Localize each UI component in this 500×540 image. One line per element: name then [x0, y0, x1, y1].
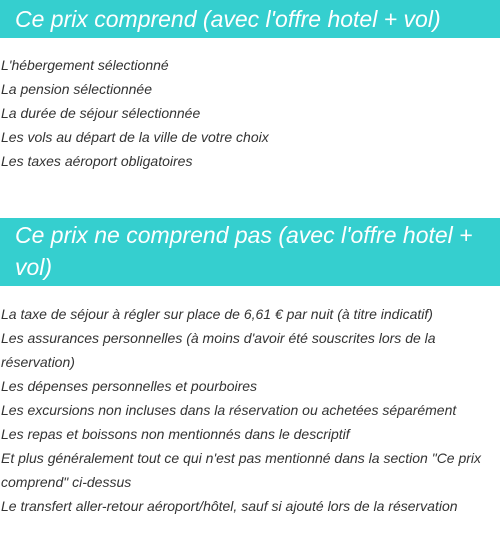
list-item: Les assurances personnelles (à moins d'avoir été souscrites lors de la réservation): [1, 330, 436, 370]
excluded-list: [0, 302, 500, 518]
list-item: La taxe de séjour à régler sur place de 6,61 € par nuit (à titre indicatif): [1, 306, 433, 322]
list-item: Et plus généralement tout ce qui n'est pas mentionné dans la section "Ce prix comprend" ci-dessus: [1, 450, 482, 490]
list-item: Les dépenses personnelles et pourboires: [1, 378, 258, 394]
list-item: Les taxes aéroport obligatoires: [1, 153, 193, 169]
list-item: La durée de séjour sélectionnée: [1, 105, 201, 121]
list-item: Les vols au départ de la ville de votre choix: [1, 129, 269, 145]
list-item: Le transfert aller-retour aéroport/hôtel, sauf si ajouté lors de la réservation: [1, 498, 458, 514]
included-list: [0, 53, 500, 173]
excluded-section: [0, 218, 500, 518]
included-section: [0, 0, 500, 173]
list-item: Les excursions non incluses dans la réservation ou achetées séparément: [1, 402, 457, 418]
list-item: La pension sélectionnée: [1, 81, 153, 97]
excluded-header: Ce prix ne comprend pas (avec l'offre hotel + vol): [0, 218, 500, 286]
list-item: Les repas et boissons non mentionnés dans le descriptif: [1, 426, 350, 442]
included-header: Ce prix comprend (avec l'offre hotel + vol): [0, 0, 500, 38]
list-item: L'hébergement sélectionné: [1, 57, 169, 73]
